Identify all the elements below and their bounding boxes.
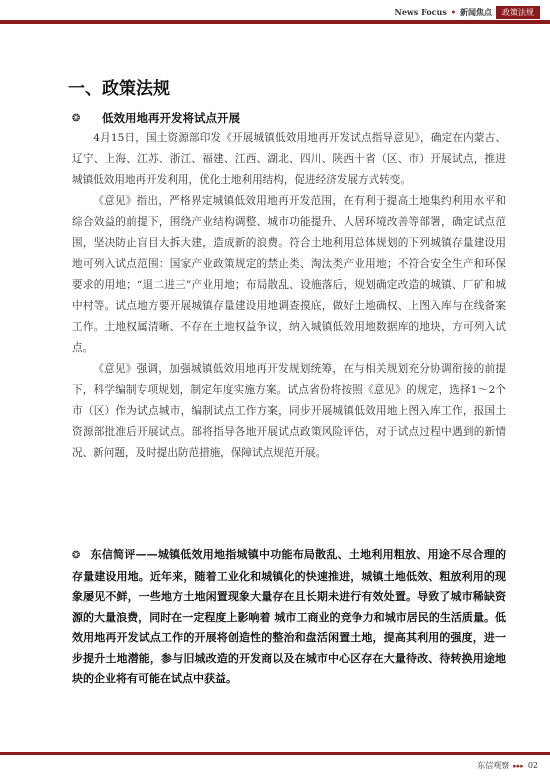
page-number: 02 bbox=[527, 761, 538, 770]
header-section-cn: 新闻焦点 bbox=[460, 6, 492, 17]
header-separator-dot: • bbox=[450, 7, 456, 17]
section-title: 一、政策法规 bbox=[68, 79, 170, 99]
commentary-quote-mark-icon: ❂ bbox=[72, 550, 81, 561]
article-paragraph-1: 4月15日，国土资源部印发《开展城镇低效用地再开发试点指导意见》，确定在内蒙古、辽宁、上海、江苏、浙江、福建、江西、湖北、四川、陕西十省（区、市）开展试点，推进城镇低效用地再开发利用，优化土地利用结构，促进经济发展方式转变。 bbox=[72, 132, 506, 186]
article-heading bbox=[72, 110, 240, 126]
header-news-focus: News Focus bbox=[394, 7, 447, 17]
commentary-text: 东信简评——城镇低效用地指城镇中功能布局散乱、土地利用粗放、用途不尽合理的存量建设用地。近年来，随着工业化和城镇化的快速推进，城镇土地低效、粗放利用的现象屡见不鲜，一些地方土地闲置现象大量存在且长期未进行有效处置。导致了城市稀缺资源的大量浪费，同时在一定程度上影响着 城市工商业的竞争力和城市居民的生活质量。低效用地再开发试点工作的开展将创造性的整治和盘活闲置土地，提高其利用的强度，进一步提升土地潜能，参与旧城改造的开发商以及在城市中心区存在大量待改、待转换用途地块的企业将有可能在试点中获益。 bbox=[72, 548, 506, 685]
article-paragraph-2: 《意见》指出，严格界定城镇低效用地再开发范围，在有利于提高土地集约利用水平和综合效益的前提下，围绕产业结构调整、城市功能提升、人居环境改善等部署，确定试点范围，坚决防止盲目大拆大建，造成新的浪费。符合土地利用总体规划的下列城镇存量建设用地可列入试点范围：国家产业政策规定的禁止类、淘汰类产业用地；不符合安全生产和环保要求的用地；“退二进三”产业用地；布局散乱、设施落后，规划确定改造的城镇、厂矿和城中村等。试点地方要开展城镇存量建设用地调查摸底，做好土地确权、上图入库与在线备案工作。土地权属清晰、不存在土地权益争议，纳入城镇低效用地数据库的地块，方可列入试点。 bbox=[72, 195, 506, 354]
article-body bbox=[72, 128, 506, 464]
footer-arrows-icon: ▸▸▸ bbox=[513, 761, 524, 770]
bottom-divider bbox=[0, 752, 550, 755]
page-footer bbox=[477, 760, 538, 771]
article-paragraph-3: 《意见》强调，加强城镇低效用地再开发规划统筹，在与相关规划充分协调衔接的前提下，科学编制专项规划，制定年度实施方案。试点省份将按照《意见》的规定，选择1～2个市（区）作为试点城市，编制试点工作方案，同步开展城镇低效用地上图入库工作，报国土资源部批准后开展试点。部将指导各地开展试点政策风险评估，对于试点过程中遇到的新情况、新问题，及时提出防范措施，保障试点规范开展。 bbox=[72, 363, 506, 459]
quote-mark-icon: ❂ bbox=[72, 112, 81, 124]
header-section-badge: 政策法规 bbox=[496, 6, 540, 19]
article-title: 低效用地再开发将试点开展 bbox=[102, 111, 240, 125]
top-divider bbox=[0, 20, 550, 24]
page-header bbox=[395, 4, 540, 20]
footer-publication: 东信观察 bbox=[477, 761, 510, 770]
commentary-block bbox=[72, 545, 506, 690]
